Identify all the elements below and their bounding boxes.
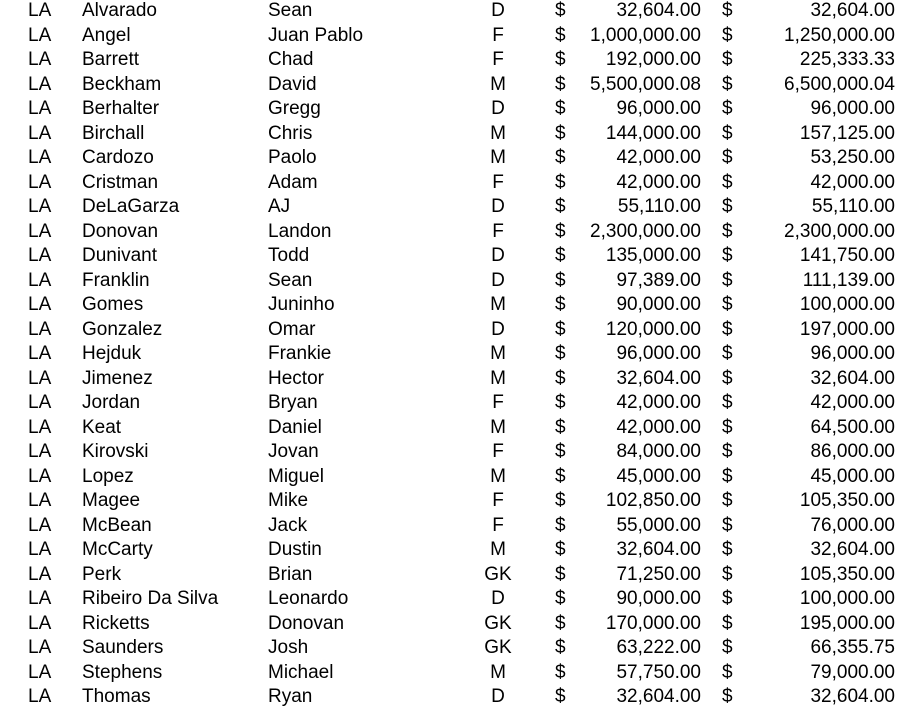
- team-cell: LA: [28, 0, 52, 21]
- guaranteed-compensation-cell: 53,250.00: [810, 147, 895, 168]
- last-name-cell: Magee: [82, 490, 141, 511]
- table-row: [0, 342, 922, 366]
- base-salary-cell: 32,604.00: [616, 367, 701, 389]
- last-name-cell: Donovan: [82, 220, 159, 242]
- guaranteed-compensation-cell: 32,604.00: [810, 539, 895, 560]
- first-name-cell: Brian: [268, 563, 313, 585]
- currency-symbol: $: [722, 367, 733, 389]
- currency-symbol: $: [722, 661, 733, 683]
- currency-symbol: $: [555, 686, 566, 707]
- team-cell: LA: [28, 465, 52, 487]
- currency-symbol: $: [555, 220, 566, 242]
- currency-symbol: $: [555, 563, 566, 585]
- base-salary-cell: 55,000.00: [616, 514, 701, 536]
- table-row: [0, 612, 922, 636]
- guaranteed-compensation-cell: 55,110.00: [811, 196, 895, 217]
- position-cell: M: [490, 73, 506, 95]
- table-row: [0, 171, 922, 195]
- base-salary-cell: 63,222.00: [616, 637, 701, 658]
- first-name-cell: Bryan: [268, 392, 318, 413]
- currency-symbol: $: [722, 171, 733, 193]
- table-row: [0, 24, 922, 48]
- base-salary-cell: 120,000.00: [605, 318, 701, 340]
- base-salary-cell: 135,000.00: [605, 245, 701, 266]
- currency-symbol: $: [555, 122, 566, 144]
- currency-symbol: $: [555, 171, 566, 193]
- currency-symbol: $: [555, 269, 566, 291]
- base-salary-cell: 57,750.00: [616, 661, 701, 683]
- team-cell: LA: [28, 73, 52, 95]
- last-name-cell: Saunders: [82, 637, 164, 658]
- table-row: [0, 269, 922, 293]
- team-cell: LA: [28, 367, 52, 389]
- team-cell: LA: [28, 171, 52, 193]
- guaranteed-compensation-cell: 64,500.00: [810, 416, 895, 438]
- position-cell: D: [491, 98, 505, 119]
- team-cell: LA: [28, 661, 52, 683]
- base-salary-cell: 96,000.00: [616, 343, 701, 364]
- guaranteed-compensation-cell: 6,500,000.04: [784, 73, 895, 95]
- position-cell: M: [490, 416, 506, 438]
- currency-symbol: $: [555, 441, 566, 462]
- base-salary-cell: 42,000.00: [616, 171, 701, 193]
- team-cell: LA: [28, 441, 52, 462]
- currency-symbol: $: [555, 98, 566, 119]
- guaranteed-compensation-cell: 100,000.00: [799, 294, 895, 315]
- position-cell: GK: [484, 612, 512, 634]
- guaranteed-compensation-cell: 96,000.00: [810, 98, 895, 119]
- currency-symbol: $: [555, 490, 566, 511]
- position-cell: D: [491, 196, 505, 217]
- first-name-cell: Jack: [268, 514, 308, 536]
- team-cell: LA: [28, 686, 52, 707]
- base-salary-cell: 45,000.00: [616, 465, 701, 487]
- table-row: [0, 391, 922, 415]
- last-name-cell: Franklin: [82, 269, 150, 291]
- currency-symbol: $: [722, 637, 733, 658]
- first-name-cell: Omar: [268, 318, 316, 340]
- table-row: [0, 293, 922, 317]
- first-name-cell: Leonardo: [268, 588, 349, 609]
- position-cell: GK: [484, 563, 512, 585]
- team-cell: LA: [28, 98, 52, 119]
- position-cell: D: [491, 245, 505, 266]
- currency-symbol: $: [722, 318, 733, 340]
- position-cell: M: [490, 343, 506, 364]
- first-name-cell: Sean: [268, 0, 313, 21]
- last-name-cell: Barrett: [82, 49, 140, 70]
- currency-symbol: $: [555, 73, 566, 95]
- team-cell: LA: [28, 147, 52, 168]
- last-name-cell: Ricketts: [82, 612, 150, 634]
- table-row: [0, 220, 922, 244]
- currency-symbol: $: [722, 465, 733, 487]
- currency-symbol: $: [722, 392, 733, 413]
- currency-symbol: $: [555, 0, 566, 21]
- last-name-cell: Gonzalez: [82, 318, 163, 340]
- position-cell: D: [491, 686, 505, 707]
- guaranteed-compensation-cell: 32,604.00: [810, 367, 895, 389]
- last-name-cell: McCarty: [82, 539, 153, 560]
- first-name-cell: Juninho: [268, 294, 335, 315]
- last-name-cell: Jordan: [82, 392, 141, 413]
- table-row: [0, 538, 922, 562]
- currency-symbol: $: [722, 490, 733, 511]
- team-cell: LA: [28, 588, 52, 609]
- base-salary-cell: 2,300,000.00: [590, 220, 701, 242]
- position-cell: M: [490, 147, 506, 168]
- first-name-cell: Todd: [268, 245, 310, 266]
- position-cell: GK: [484, 637, 512, 658]
- first-name-cell: Gregg: [268, 98, 321, 119]
- first-name-cell: Daniel: [268, 416, 322, 438]
- team-cell: LA: [28, 245, 52, 266]
- currency-symbol: $: [555, 392, 566, 413]
- currency-symbol: $: [722, 245, 733, 266]
- first-name-cell: Sean: [268, 269, 313, 291]
- currency-symbol: $: [722, 73, 733, 95]
- currency-symbol: $: [722, 147, 733, 168]
- currency-symbol: $: [722, 343, 733, 364]
- currency-symbol: $: [722, 24, 733, 46]
- table-row: [0, 318, 922, 342]
- first-name-cell: Chris: [268, 122, 313, 144]
- currency-symbol: $: [722, 269, 733, 291]
- guaranteed-compensation-cell: 2,300,000.00: [784, 220, 895, 242]
- currency-symbol: $: [722, 563, 733, 585]
- base-salary-cell: 42,000.00: [616, 416, 701, 438]
- base-salary-cell: 102,850.00: [605, 490, 701, 511]
- first-name-cell: David: [268, 73, 317, 95]
- position-cell: M: [490, 661, 506, 683]
- table-row: [0, 195, 922, 219]
- currency-symbol: $: [555, 367, 566, 389]
- guaranteed-compensation-cell: 197,000.00: [799, 318, 895, 340]
- guaranteed-compensation-cell: 42,000.00: [810, 171, 895, 193]
- last-name-cell: Stephens: [82, 661, 163, 683]
- team-cell: LA: [28, 318, 52, 340]
- team-cell: LA: [28, 343, 52, 364]
- position-cell: F: [492, 49, 504, 70]
- base-salary-cell: 71,250.00: [616, 563, 701, 585]
- guaranteed-compensation-cell: 105,350.00: [799, 490, 895, 511]
- guaranteed-compensation-cell: 225,333.33: [799, 49, 895, 70]
- currency-symbol: $: [722, 588, 733, 609]
- last-name-cell: Perk: [82, 563, 122, 585]
- last-name-cell: Gomes: [82, 294, 144, 315]
- base-salary-cell: 42,000.00: [616, 392, 701, 413]
- last-name-cell: Beckham: [82, 73, 162, 95]
- team-cell: LA: [28, 539, 52, 560]
- table-row: [0, 587, 922, 611]
- team-cell: LA: [28, 637, 52, 658]
- currency-symbol: $: [722, 220, 733, 242]
- currency-symbol: $: [555, 49, 566, 70]
- first-name-cell: Hector: [268, 367, 324, 389]
- table-row: [0, 465, 922, 489]
- currency-symbol: $: [722, 441, 733, 462]
- base-salary-cell: 1,000,000.00: [590, 24, 701, 46]
- currency-symbol: $: [555, 343, 566, 364]
- base-salary-cell: 90,000.00: [616, 588, 701, 609]
- position-cell: D: [491, 0, 505, 21]
- base-salary-cell: 97,389.00: [616, 269, 701, 291]
- guaranteed-compensation-cell: 111,139.00: [802, 269, 895, 291]
- guaranteed-compensation-cell: 105,350.00: [799, 563, 895, 585]
- first-name-cell: Donovan: [268, 612, 345, 634]
- currency-symbol: $: [555, 514, 566, 536]
- currency-symbol: $: [555, 196, 566, 217]
- table-row: [0, 122, 922, 146]
- first-name-cell: AJ: [268, 196, 291, 217]
- table-row: [0, 97, 922, 121]
- currency-symbol: $: [555, 294, 566, 315]
- position-cell: D: [491, 318, 505, 340]
- base-salary-cell: 5,500,000.08: [590, 73, 701, 95]
- base-salary-cell: 32,604.00: [616, 539, 701, 560]
- guaranteed-compensation-cell: 79,000.00: [810, 661, 895, 683]
- table-row: [0, 244, 922, 268]
- position-cell: F: [492, 24, 504, 46]
- currency-symbol: $: [555, 147, 566, 168]
- currency-symbol: $: [555, 318, 566, 340]
- team-cell: LA: [28, 416, 52, 438]
- guaranteed-compensation-cell: 76,000.00: [810, 514, 895, 536]
- base-salary-cell: 192,000.00: [605, 49, 701, 70]
- base-salary-cell: 144,000.00: [605, 122, 701, 144]
- guaranteed-compensation-cell: 100,000.00: [799, 588, 895, 609]
- last-name-cell: Ribeiro Da Silva: [82, 588, 219, 609]
- base-salary-cell: 84,000.00: [616, 441, 701, 462]
- position-cell: M: [490, 294, 506, 315]
- team-cell: LA: [28, 612, 52, 634]
- position-cell: D: [491, 269, 505, 291]
- guaranteed-compensation-cell: 66,355.75: [810, 637, 895, 658]
- currency-symbol: $: [555, 612, 566, 634]
- first-name-cell: Chad: [268, 49, 314, 70]
- currency-symbol: $: [722, 514, 733, 536]
- currency-symbol: $: [722, 612, 733, 634]
- last-name-cell: Alvarado: [82, 0, 157, 21]
- last-name-cell: Jimenez: [82, 367, 153, 389]
- team-cell: LA: [28, 269, 52, 291]
- position-cell: F: [492, 490, 504, 511]
- position-cell: D: [491, 588, 505, 609]
- first-name-cell: Mike: [268, 490, 309, 511]
- first-name-cell: Landon: [268, 220, 332, 242]
- first-name-cell: Michael: [268, 661, 334, 683]
- last-name-cell: Cardozo: [82, 147, 154, 168]
- position-cell: F: [492, 171, 504, 193]
- position-cell: F: [492, 514, 504, 536]
- base-salary-cell: 55,110.00: [617, 196, 701, 217]
- position-cell: F: [492, 441, 504, 462]
- first-name-cell: Ryan: [268, 686, 313, 707]
- last-name-cell: Thomas: [82, 686, 151, 707]
- currency-symbol: $: [722, 416, 733, 438]
- base-salary-cell: 170,000.00: [605, 612, 701, 634]
- team-cell: LA: [28, 563, 52, 585]
- currency-symbol: $: [722, 539, 733, 560]
- currency-symbol: $: [555, 24, 566, 46]
- guaranteed-compensation-cell: 195,000.00: [799, 612, 895, 634]
- guaranteed-compensation-cell: 32,604.00: [810, 686, 895, 707]
- currency-symbol: $: [722, 0, 733, 21]
- team-cell: LA: [28, 122, 52, 144]
- currency-symbol: $: [555, 245, 566, 266]
- last-name-cell: Dunivant: [82, 245, 157, 266]
- team-cell: LA: [28, 220, 52, 242]
- position-cell: M: [490, 122, 506, 144]
- table-row: [0, 48, 922, 72]
- currency-symbol: $: [722, 98, 733, 119]
- base-salary-cell: 96,000.00: [616, 98, 701, 119]
- table-row: [0, 367, 922, 391]
- position-cell: M: [490, 539, 506, 560]
- currency-symbol: $: [722, 196, 733, 217]
- guaranteed-compensation-cell: 96,000.00: [810, 343, 895, 364]
- table-row: [0, 0, 922, 23]
- last-name-cell: Keat: [82, 416, 122, 438]
- last-name-cell: Kirovski: [82, 441, 149, 462]
- guaranteed-compensation-cell: 45,000.00: [810, 465, 895, 487]
- base-salary-cell: 90,000.00: [616, 294, 701, 315]
- table-row: [0, 416, 922, 440]
- currency-symbol: $: [555, 637, 566, 658]
- currency-symbol: $: [555, 661, 566, 683]
- position-cell: M: [490, 465, 506, 487]
- last-name-cell: Cristman: [82, 171, 159, 193]
- last-name-cell: McBean: [82, 514, 152, 536]
- currency-symbol: $: [722, 686, 733, 707]
- team-cell: LA: [28, 392, 52, 413]
- team-cell: LA: [28, 196, 52, 217]
- base-salary-cell: 32,604.00: [616, 0, 701, 21]
- position-cell: M: [490, 367, 506, 389]
- team-cell: LA: [28, 49, 52, 70]
- table-row: [0, 636, 922, 660]
- first-name-cell: Josh: [268, 637, 309, 658]
- guaranteed-compensation-cell: 32,604.00: [810, 0, 895, 21]
- table-row: [0, 440, 922, 464]
- team-cell: LA: [28, 514, 52, 536]
- first-name-cell: Juan Pablo: [268, 24, 364, 46]
- table-row: [0, 563, 922, 587]
- last-name-cell: Berhalter: [82, 98, 160, 119]
- currency-symbol: $: [722, 49, 733, 70]
- table-row: [0, 661, 922, 685]
- currency-symbol: $: [555, 539, 566, 560]
- currency-symbol: $: [555, 588, 566, 609]
- first-name-cell: Dustin: [268, 539, 322, 560]
- guaranteed-compensation-cell: 141,750.00: [799, 245, 895, 266]
- last-name-cell: DeLaGarza: [82, 196, 180, 217]
- table-row: [0, 489, 922, 513]
- currency-symbol: $: [555, 465, 566, 487]
- position-cell: F: [492, 220, 504, 242]
- last-name-cell: Angel: [82, 24, 131, 46]
- guaranteed-compensation-cell: 86,000.00: [810, 441, 895, 462]
- position-cell: F: [492, 392, 504, 413]
- table-row: [0, 73, 922, 97]
- table-row: [0, 514, 922, 538]
- last-name-cell: Birchall: [82, 122, 145, 144]
- first-name-cell: Adam: [268, 171, 318, 193]
- base-salary-cell: 32,604.00: [616, 686, 701, 707]
- guaranteed-compensation-cell: 157,125.00: [799, 122, 895, 144]
- guaranteed-compensation-cell: 1,250,000.00: [784, 24, 895, 46]
- team-cell: LA: [28, 294, 52, 315]
- currency-symbol: $: [722, 122, 733, 144]
- team-cell: LA: [28, 490, 52, 511]
- first-name-cell: Miguel: [268, 465, 324, 487]
- first-name-cell: Frankie: [268, 343, 332, 364]
- table-row: [0, 685, 922, 709]
- base-salary-cell: 42,000.00: [616, 147, 701, 168]
- last-name-cell: Hejduk: [82, 343, 142, 364]
- first-name-cell: Paolo: [268, 147, 317, 168]
- currency-symbol: $: [555, 416, 566, 438]
- last-name-cell: Lopez: [82, 465, 134, 487]
- first-name-cell: Jovan: [268, 441, 319, 462]
- table-row: [0, 146, 922, 170]
- currency-symbol: $: [722, 294, 733, 315]
- guaranteed-compensation-cell: 42,000.00: [810, 392, 895, 413]
- team-cell: LA: [28, 24, 52, 46]
